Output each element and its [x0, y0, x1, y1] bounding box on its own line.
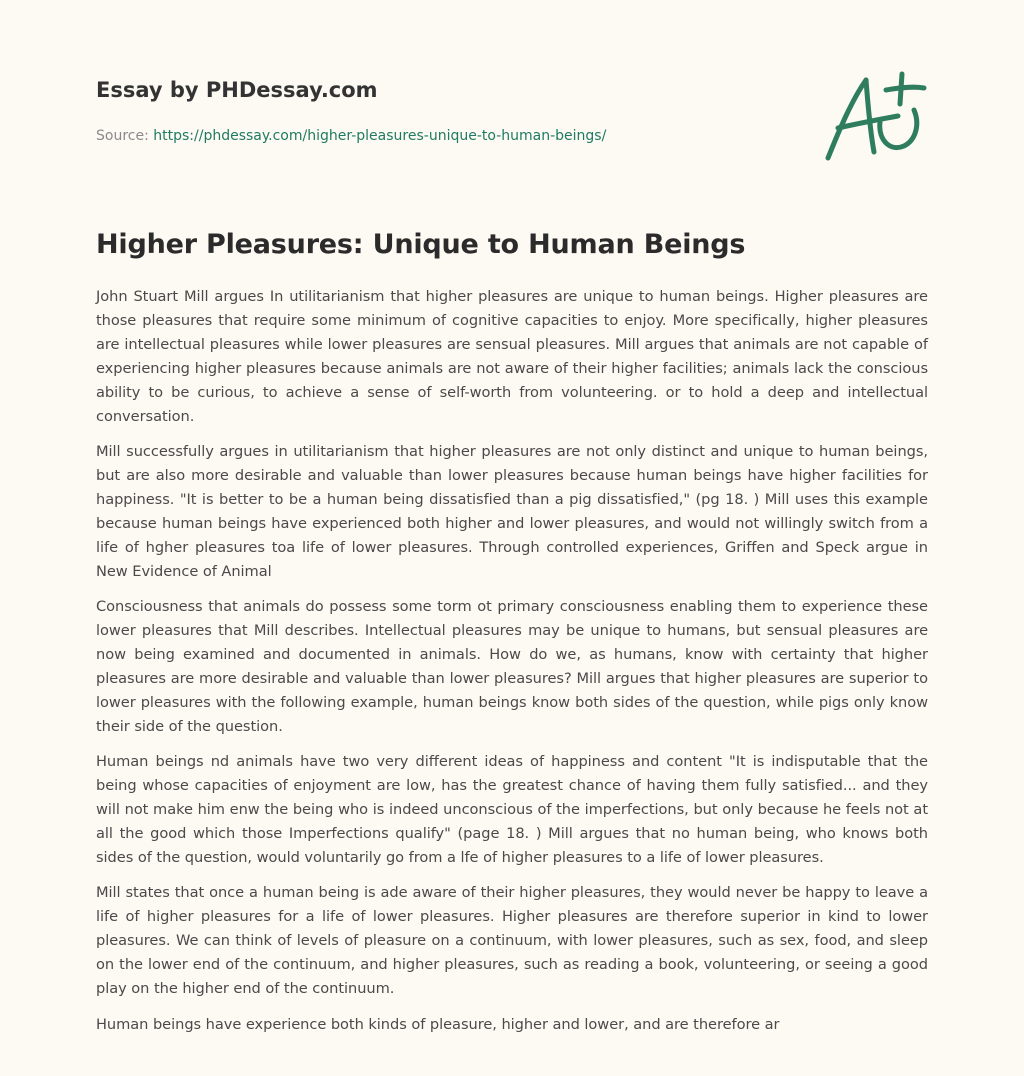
essay-paragraph: Mill states that once a human being is ade aware of their higher pleasures, they would never be happy to leave a life of higher pleasures for a life of lower pleasures. Higher pleasures are therefore superior in kind to lower pleasures. We can think of levels of pleasure on a continuum, with lower pleasures, such as sex, food, and sleep on the lower end of the continuum, and higher pleasures, such as reading a book, volunteering, or seeing a good play on the higher end of the continuum. — [96, 884, 928, 997]
site-brand: Essay by PHDessay.com — [96, 78, 378, 102]
essay-paragraph: Human beings have experience both kinds of pleasure, higher and lower, and are therefore ar — [96, 1016, 780, 1033]
essay-body — [96, 285, 928, 1048]
essay-title: Higher Pleasures: Unique to Human Beings — [96, 229, 746, 260]
source-link[interactable]: https://phdessay.com/higher-pleasures-unique-to-human-beings/ — [153, 128, 607, 144]
essay-paragraph: Mill successfully argues in utilitarianism that higher pleasures are not only distinct and unique to human beings, but are also more desirable and valuable than lower pleasures because human beings have higher facilities for happiness. "It is better to be a human being dissatisfied than a pig dissatisfied," (pg 18. ) Mill uses this example because human beings have experienced both higher and lower pleasures, and would not willingly switch from a life of hgher pleasures toa life of lower pleasures. Through controlled experiences, Griffen and Speck argue in New Evidence of Animal — [96, 443, 928, 580]
essay-paragraph: Human beings nd animals have two very different ideas of happiness and content "It is indisputable that the being whose capacities of enjoyment are low, has the greatest chance of having them fully satisfied... and they will not make him enw the being who is indeed unconscious of the imperfections, but only because he feels not at all the good which those Imperfections qualify" (page 18. ) Mill argues that no human being, who knows both sides of the question, would voluntarily go from a lfe of higher pleasures to a life of lower pleasures. — [96, 753, 928, 866]
a-plus-logo — [818, 66, 930, 166]
source-label: Source: — [96, 128, 154, 144]
essay-header — [96, 76, 796, 146]
essay-paragraph: Consciousness that animals do possess some torm ot primary consciousness enabling them to experience these lower pleasures that Mill describes. Intellectual pleasures may be unique to humans, but sensual pleasures are now being examined and documented in animals. How do we, as humans, know with certainty that higher pleasures are more desirable and valuable than lower pleasures? Mill argues that higher pleasures are superior to lower pleasures with the following example, human beings know both sides of the question, while pigs only know their side of the question. — [96, 598, 928, 735]
essay-paragraph: John Stuart Mill argues In utilitarianism that higher pleasures are unique to human beings. Higher pleasures are those pleasures that require some minimum of cognitive capacities to enjoy. More specifically, higher pleasures are intellectual pleasures while lower pleasures are sensual pleasures. Mill argues that animals are not capable of experiencing higher pleasures because animals are not aware of their higher facilities; animals lack the conscious ability to be curious, to achieve a sense of self-worth from volunteering. or to hold a deep and intellectual conversation. — [96, 288, 928, 425]
a-plus-icon — [818, 66, 930, 166]
source-line — [96, 126, 796, 146]
